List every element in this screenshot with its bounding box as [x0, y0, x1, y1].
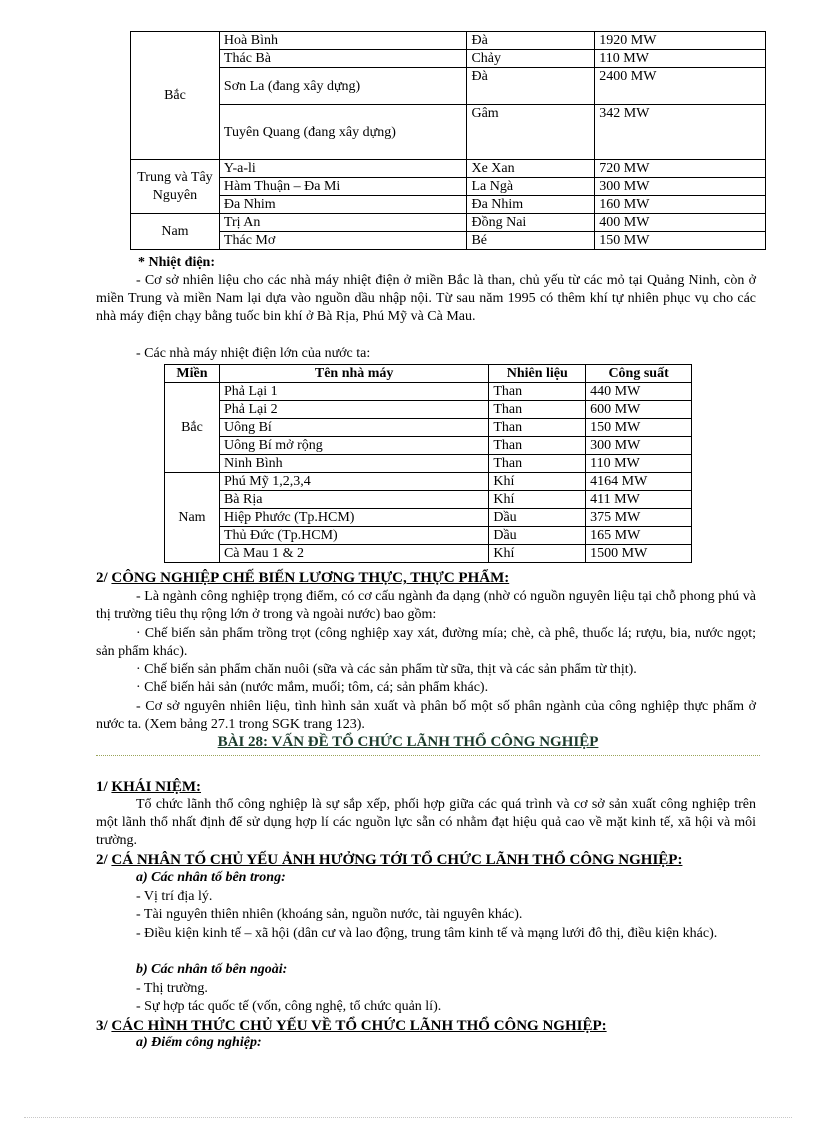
page-bottom-rule: [24, 1117, 792, 1118]
subsection-title: b) Các nhân tố bên ngoài:: [136, 962, 288, 977]
capacity-cell: 400 MW: [595, 214, 766, 232]
column-header: Nhiên liệu: [489, 365, 586, 383]
capacity-cell: 110 MW: [586, 455, 692, 473]
plant-cell: Hoà Bình: [219, 32, 467, 50]
plant-cell: Thủ Đức (Tp.HCM): [219, 527, 488, 545]
table-row: [165, 491, 692, 509]
capacity-cell: 1920 MW: [595, 32, 766, 50]
paragraph: Tổ chức lãnh thổ công nghiệp là sự sắp xếp, phối hợp giữa các quá trình và cơ sở sản xuất công nghiệp trên một lãnh thổ nhất định để sử dụng hợp lí các nguồn lực sẵn có nhằm đạt hiệu quả cao về mặt kinh tế, xã hội và môi trường.: [96, 797, 756, 848]
plant-cell: Uông Bí: [219, 419, 488, 437]
table-row: [165, 383, 692, 401]
hydro-table: [130, 31, 766, 250]
capacity-cell: 300 MW: [595, 178, 766, 196]
plant-cell: Ninh Bình: [219, 455, 488, 473]
table-row: [165, 509, 692, 527]
paragraph: - Là ngành công nghiệp trọng điểm, có cơ cấu ngành đa dạng (nhờ có nguồn nguyên liệu tại chỗ phong phú và thị trường tiêu thụ rộng lớn ở trong và ngoài nước) bao gồm:: [96, 589, 756, 622]
table-row: [131, 105, 766, 160]
river-cell: Đồng Nai: [467, 214, 595, 232]
section-title: KHÁI NIỆM:: [111, 779, 202, 795]
subsection-title: a) Các nhân tố bên trong:: [136, 870, 286, 885]
capacity-cell: 440 MW: [586, 383, 692, 401]
subsection-title: a) Điểm công nghiệp:: [136, 1035, 262, 1050]
capacity-cell: 150 MW: [595, 232, 766, 250]
table-row: [131, 68, 766, 105]
column-header: Công suất: [586, 365, 692, 383]
capacity-cell: 375 MW: [586, 509, 692, 527]
capacity-cell: 342 MW: [595, 105, 766, 160]
thermal-heading: * Nhiệt điện:: [138, 255, 215, 270]
river-cell: Gâm: [467, 105, 595, 160]
fuel-cell: Khí: [489, 473, 586, 491]
river-cell: Xe Xan: [467, 160, 595, 178]
list-item: - Vị trí địa lý.: [136, 889, 213, 904]
table-row: [165, 527, 692, 545]
table-row: [131, 50, 766, 68]
table-row: [165, 545, 692, 563]
region-cell: Bắc: [165, 383, 220, 473]
river-cell: Đà: [467, 68, 595, 105]
plant-cell: Uông Bí mở rộng: [219, 437, 488, 455]
region-cell: Trung và Tây Nguyên: [131, 160, 220, 214]
section-heading: [96, 778, 201, 796]
column-header: Miền: [165, 365, 220, 383]
list-item: - Tài nguyên thiên nhiên (khoáng sản, nguồn nước, tài nguyên khác).: [136, 907, 523, 922]
capacity-cell: 150 MW: [586, 419, 692, 437]
plant-cell: Phú Mỹ 1,2,3,4: [219, 473, 488, 491]
list-item: - Thị trường.: [136, 981, 208, 996]
plant-cell: Thác Mơ: [219, 232, 467, 250]
list-item: - Sự hợp tác quốc tế (vốn, công nghệ, tổ chức quản lí).: [136, 999, 442, 1014]
table-header-row: [165, 365, 692, 383]
capacity-cell: 165 MW: [586, 527, 692, 545]
plant-cell: Sơn La (đang xây dựng): [219, 68, 467, 105]
fuel-cell: Than: [489, 401, 586, 419]
thermal-paragraph: - Cơ sở nhiên liệu cho các nhà máy nhiệt điện ở miền Bắc là than, chủ yếu từ các mỏ tại Quảng Ninh, còn ở miền Trung và miền Nam lại dựa vào nguồn dầu nhập nội. Từ sau năm 1995 có thêm khí tự nhiên phục vụ cho các nhà máy điện chạy bằng tuốc bin khí ở Bà Rịa, Phú Mỹ và Cà Mau.: [96, 273, 756, 324]
section-title: CÁ NHÂN TỐ CHỦ YẾU ẢNH HƯỞNG TỚI TỔ CHỨC LÃNH THỔ CÔNG NGHIỆP:: [111, 852, 683, 868]
capacity-cell: 110 MW: [595, 50, 766, 68]
fuel-cell: Than: [489, 437, 586, 455]
thermal-plants-intro: - Các nhà máy nhiệt điện lớn của nước ta:: [136, 346, 371, 361]
fuel-cell: Khí: [489, 491, 586, 509]
section-title: CÁC HÌNH THỨC CHỦ YẾU VỀ TỔ CHỨC LÃNH THỔ CÔNG NGHIỆP:: [111, 1018, 607, 1034]
river-cell: Chảy: [467, 50, 595, 68]
capacity-cell: 2400 MW: [595, 68, 766, 105]
fuel-cell: Than: [489, 383, 586, 401]
capacity-cell: 600 MW: [586, 401, 692, 419]
fuel-cell: Dầu: [489, 509, 586, 527]
river-cell: Bé: [467, 232, 595, 250]
fuel-cell: Than: [489, 455, 586, 473]
paragraph: - Cơ sở nguyên nhiên liệu, tình hình sản xuất và phân bố một số phân ngành của công nghiệp thực phẩm ở nước ta. (Xem bảng 27.1 trong SGK trang 123).: [96, 699, 756, 732]
section-heading: [96, 1017, 607, 1035]
thermal-table: [164, 364, 692, 563]
paragraph: · Chế biến sản phẩm trồng trọt (công nghiệp xay xát, đường mía; chè, cà phê, thuốc lá; rượu, bia, nước ngọt; sản phẩm khác).: [96, 626, 756, 659]
capacity-cell: 300 MW: [586, 437, 692, 455]
capacity-cell: 4164 MW: [586, 473, 692, 491]
table-row: [131, 32, 766, 50]
table-row: [131, 178, 766, 196]
table-row: [131, 214, 766, 232]
plant-cell: Bà Rịa: [219, 491, 488, 509]
region-cell: Bắc: [131, 32, 220, 160]
capacity-cell: 411 MW: [586, 491, 692, 509]
fuel-cell: Dầu: [489, 527, 586, 545]
section-title: CÔNG NGHIỆP CHẾ BIẾN LƯƠNG THỰC, THỰC PHẨM:: [111, 570, 510, 586]
section-heading: [96, 851, 682, 869]
section-heading: [96, 569, 509, 587]
table-row: [131, 232, 766, 250]
list-item: - Điều kiện kinh tế – xã hội (dân cư và lao động, trung tâm kinh tế và mạng lưới đô thị, điều kiện khác).: [136, 926, 718, 941]
plant-cell: Đa Nhim: [219, 196, 467, 214]
table-row: [165, 455, 692, 473]
section-number: 2/: [96, 570, 112, 586]
table-row: [131, 196, 766, 214]
column-header: Tên nhà máy: [219, 365, 488, 383]
plant-cell: Cà Mau 1 & 2: [219, 545, 488, 563]
fuel-cell: Than: [489, 419, 586, 437]
table-row: [165, 401, 692, 419]
table-row: [165, 437, 692, 455]
fuel-cell: Khí: [489, 545, 586, 563]
plant-cell: Y-a-li: [219, 160, 467, 178]
table-row: [165, 419, 692, 437]
plant-cell: Tuyên Quang (đang xây dựng): [219, 105, 467, 160]
river-cell: Đà: [467, 32, 595, 50]
paragraph: · Chế biến sản phẩm chăn nuôi (sữa và các sản phẩm từ sữa, thịt và các sản phẩm từ thịt).: [136, 662, 637, 677]
section-number: 3/: [96, 1018, 112, 1034]
region-cell: Nam: [165, 473, 220, 563]
section-number: 1/: [96, 779, 112, 795]
region-cell: Nam: [131, 214, 220, 250]
divider: [96, 755, 760, 756]
plant-cell: Thác Bà: [219, 50, 467, 68]
table-row: [165, 473, 692, 491]
plant-cell: Hiệp Phước (Tp.HCM): [219, 509, 488, 527]
capacity-cell: 720 MW: [595, 160, 766, 178]
paragraph: · Chế biến hải sản (nước mắm, muối; tôm, cá; sản phẩm khác).: [136, 680, 489, 695]
table-row: [131, 160, 766, 178]
river-cell: La Ngà: [467, 178, 595, 196]
river-cell: Đa Nhim: [467, 196, 595, 214]
plant-cell: Phả Lại 1: [219, 383, 488, 401]
plant-cell: Phả Lại 2: [219, 401, 488, 419]
plant-cell: Trị An: [219, 214, 467, 232]
plant-cell: Hàm Thuận – Đa Mi: [219, 178, 467, 196]
capacity-cell: 1500 MW: [586, 545, 692, 563]
section-number: 2/: [96, 852, 112, 868]
capacity-cell: 160 MW: [595, 196, 766, 214]
lesson-title: BÀI 28: VẤN ĐỀ TỔ CHỨC LÃNH THỔ CÔNG NGHIỆP: [217, 734, 599, 750]
